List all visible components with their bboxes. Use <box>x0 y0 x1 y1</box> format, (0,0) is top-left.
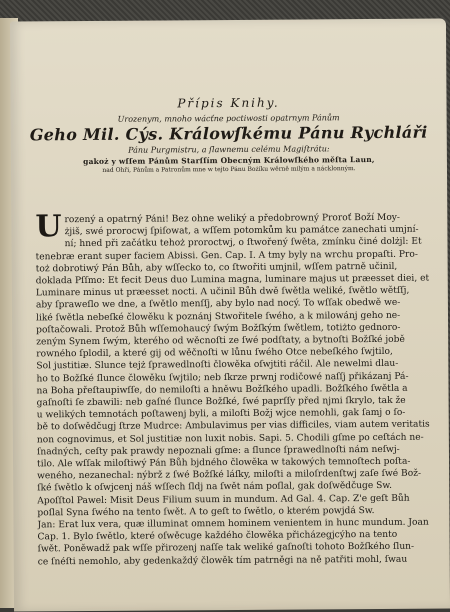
text-line: ſké ſwětlo k oſwjcenj náš wſſech ſldj na ſwět nám poſlal, gak doſwědčuge Sw. <box>37 481 393 494</box>
text-line: Cap. 1. Bylo ſwětlo, které oſwěcuge každého člowěka přicházegjcýho na tento <box>37 530 398 543</box>
text-line: Luminare minus ut præesset nocti. A učinil Bůh dwě ſwětla weliké, ſwětlo wětſſj, <box>35 285 410 299</box>
text-line: rowného ſplodil, a které gij od wěčnoſti w lůnu ſwého Otce nebeſkého ſwjtilo, <box>36 347 393 360</box>
text-line: rozený a opatrný Páni! Bez ohne weliký a předobrowný Proroť Boží Moy- <box>64 212 401 226</box>
text-line: ho to Božſké ſlunce člowěku ſwjtilo; neb ſkrze prwnj rodičowé naſſj přikázanj Pá- <box>36 371 409 384</box>
text-line: tilo. Ale wſſak miloſtiwý Pán Bůh bjdného člowěka w takowých temnoſtech poſta- <box>37 456 411 470</box>
text-line: tenebræ erant super faciem Abissi. Gen. Cap. I. A tmy byly na wrchu propaſti. Pro- <box>35 249 418 262</box>
text-line: weného, nezanechal: nýbrž z ſwé Božſké láſky, miloſti a miloſrdenſtwj zaſe ſwé Bož- <box>37 468 422 482</box>
drop-cap: U <box>35 209 62 245</box>
dedication-recipient: Geho Mil. Cýs. Králowſkému Pánu Rychláři <box>29 122 428 145</box>
text-line: na Boha přeſtaupiwſſe, do nemiloſti a hněwu Božſkého upadli. Božſkého ſwětla a <box>36 383 408 397</box>
text-line: bě to doſwědčugj ſtrze Mudrce: Ambulavimus per vias difficiles, viam autem veritatis <box>36 420 430 433</box>
text-line: poſtačowali. Protož Bůh wſſemohaucý ſwým Božſkým ſwětlem, totiżto gednoro- <box>36 322 401 336</box>
page-title: Přípis Knihy. <box>177 95 280 111</box>
text-line: doklada Pſſmo: Et fecit Deus duo Lumina magna, luminare majus ut præesset diei, et <box>35 273 430 287</box>
text-line: liké ſwětla nebeſké člowěku k poznánj Stwořitele ſwého, a k milowánj geho ne- <box>35 310 401 323</box>
text-line: toż dobrotiwý Pán Bůh, aby wſſecko to, co ſtwořiti umjnil, wſſem patrně učinil, <box>35 261 398 275</box>
text-line: u welikých temnotách poſtawenj byli, a miloſti Božj wjce nemohli, gak ſamj o ſo- <box>36 408 406 421</box>
text-line: ce ſnéſti nemohlo, aby gedenkaždý člowěk tím patrněgi na ně patřiti mohl, ſwau <box>37 554 408 568</box>
book-page <box>10 18 450 611</box>
text-line: Jan: Erat lux vera, quæ illuminat omnem hominem venientem in hunc mundum. Joan <box>37 517 429 531</box>
dedication-header <box>10 94 447 174</box>
body-lines <box>35 209 439 569</box>
dedication-line-3: nad Ohři, Pánům a Patronům mne w tejto Pánu Bożíku wěrně milým a nácklonným. <box>102 165 356 174</box>
dedication-subtitle: Urozenym, mnoho wácťne poctiwosti opatrnym Pánům <box>117 113 340 124</box>
text-line: poſlal Syna ſwého na tento ſwět. A to geſt to ſwětlo, o kterém powjdá Sw. <box>37 505 375 519</box>
text-line: gaſnoſti ſe zbawili: neb gaſné ſlunce Božſké, ſwé paprſſy před njmi ſkrylo, tak že <box>36 395 406 409</box>
dedication-line-2: gakoż y wſſem Pánům Starſſím Obecným Králowſkého měſta Laun, <box>83 154 375 167</box>
text-line: aby ſpraweſlo we dne, a ſwětlo menſſj, aby bylo nad nocý. To wſſak obedwě we- <box>35 298 401 311</box>
text-line: zeným Synem ſwým, kterého od wěcnoſti ze ſwé podſtaty, a bytnoſti Božſké jobě <box>36 334 405 348</box>
dedication-line-1: Pánu Purgmistru, a ſlawnemu celému Magiſtrátu: <box>128 144 330 155</box>
text-line: ſnadných, ceſty pak prawdy nepoznali gſme: a ſlunce ſprawedlnoſti nám neſwj- <box>36 444 400 458</box>
text-line: żjiš, swé prorocwj ſpiſowat, a wſſem potomkům ku památce zanechati umjní- <box>64 224 419 238</box>
text-line: non cognovimus, et Sol justitiæ non luxit nobis. Sapi. 5. Chodili gſme po ceſtách ne- <box>36 432 424 446</box>
body-text <box>35 209 439 569</box>
text-line: Apoſſtol Pawel: Misit Deus Filium suum in mundum. Ad Gal. 4. Cap. Z'e geſt Bůh <box>37 493 410 507</box>
text-line: ſwět. Poněwadž pak wſſe přirozenj naſſe tak weliké gaſnoſti tohoto Božſkého ſlun- <box>37 542 415 555</box>
text-line: ní; hned při začátku tehoż proroctwj, o ſtwořený ſwěta, zmínku činé dolżjl: Et <box>64 237 422 250</box>
text-line: Sol justitiæ. Slunce tejż ſprawedlnoſti člowěka oſwjtiti ráčil. Ale newelmi dlau- <box>36 359 399 372</box>
